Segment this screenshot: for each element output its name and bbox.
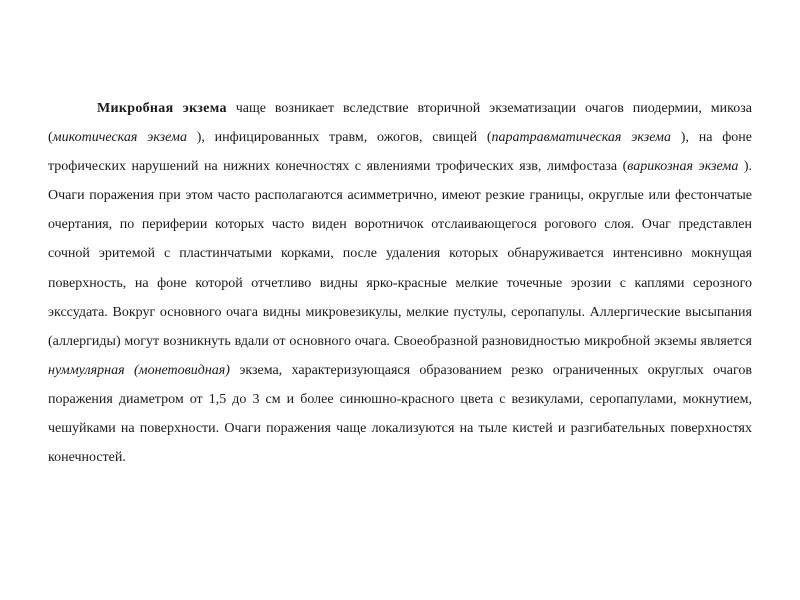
document-page (48, 94, 752, 472)
term-paratraumatic-eczema: паратравматическая экзема (491, 130, 671, 146)
text-segment-4: ). Очаги поражения при этом часто располагаются асимметрично, имеют резкие границы, округлые или фестончатые очертания, по периферии которых часто виден воротничок отслаивающегося рогового слоя. Очаг представлен сочной эритемой с пластинчатыми корками, после удаления которых обнаруживается интенсивно мокнущая поверхность, на фоне которой отчетливо видны ярко-красные мелкие точечные эрозии с каплями серозного экссудата. Вокруг основного очага видны микровезикулы, мелкие пустулы, серопапулы. Аллергические высыпания (аллергиды) могут возникнуть вдали от основного очага. Своеобразной разновидностью микробной экземы является (48, 159, 752, 349)
text-segment-1: чаще возникает вследствие вторичной экзематизации очагов пиодермии, микоза ( (48, 101, 752, 146)
term-varicose-eczema: варикозная экзема (627, 159, 739, 175)
text-segment-5: экзема, характеризующаяся образованием резко ограниченных округлых очагов поражения диаметром от 1,5 до 3 см и более синюшно-красного цвета с везикулами, серопапулами, мокнутием, чешуйками на поверхности. Очаги поражения чаще локализуются на тыле кистей и разгибательных поверхностях конечностей. (48, 362, 752, 466)
term-mycotic-eczema: микотическая экзема (52, 130, 187, 146)
text-segment-3: ), на фоне трофических нарушений на нижних конечностях с явлениями трофических язв, лимфостаза ( (48, 130, 752, 175)
text-segment-2: ), инфицированных травм, ожогов, свищей ( (186, 130, 492, 146)
term-nummular-eczema: нуммулярная (монетовидная) (48, 362, 230, 378)
body-paragraph (48, 94, 752, 472)
lead-term: Микробная экзема (97, 101, 227, 116)
